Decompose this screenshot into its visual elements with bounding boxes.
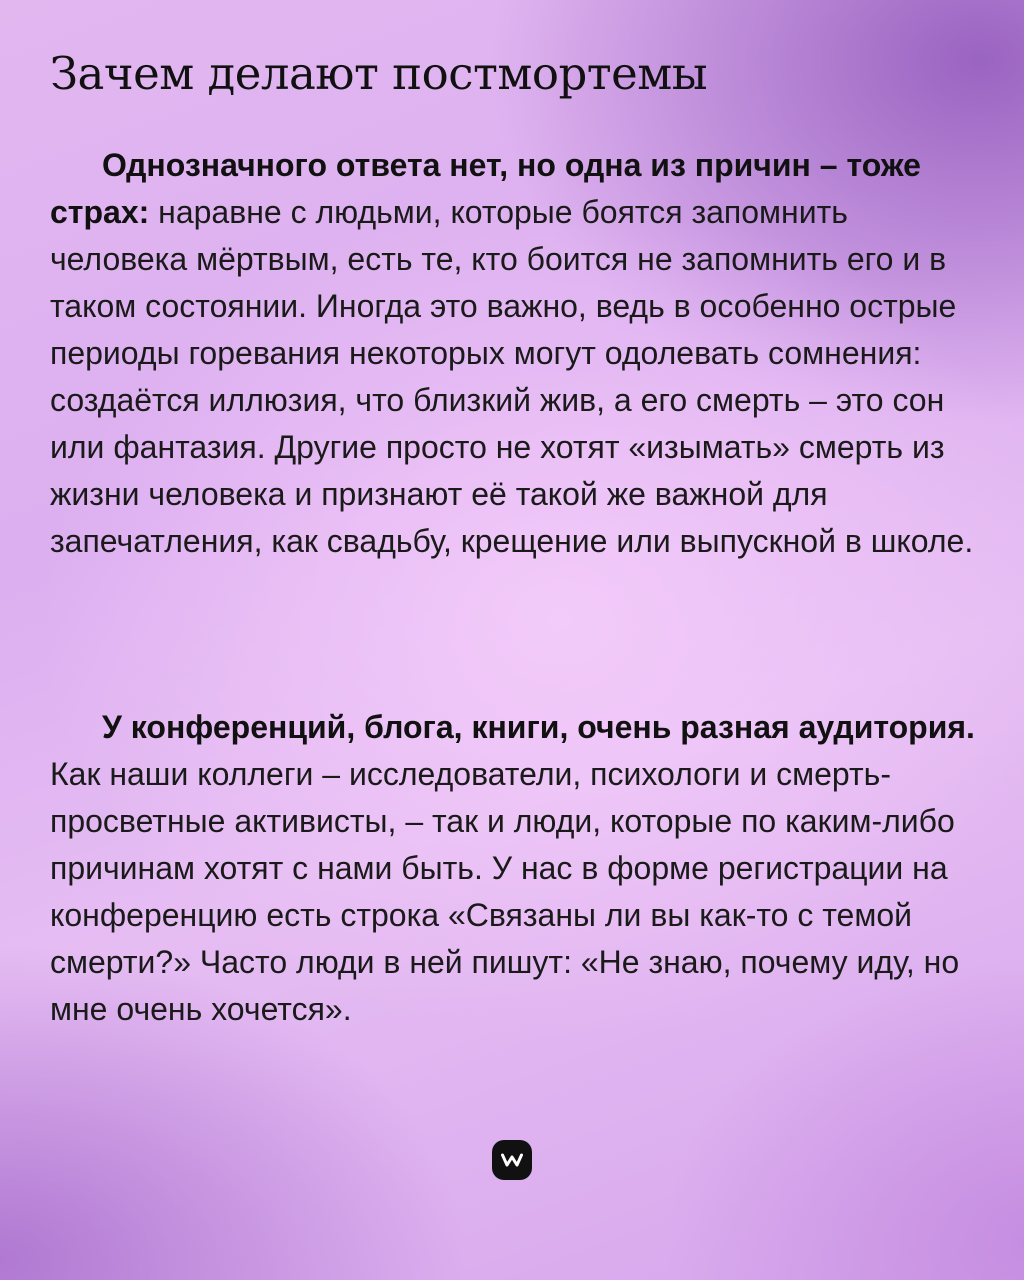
paragraph-2 [50, 704, 990, 1033]
w-logo-icon [492, 1140, 532, 1180]
w-logo-glyph [501, 1153, 523, 1167]
paragraph-1-body: наравне с людьми, которые боятся запомнить человека мёртвым, есть те, кто боится не запомнить его и в таком состоянии. Иногда это важно, ведь в особенно острые периоды горевания некоторых могут одолевать сомнения: создаётся иллюзия, что близкий жив, а его смерть – это сон или фантазия. Другие просто не хотят «изымать» смерть из жизни человека и признают её такой же важной для запечатления, как свадьбу, крещение или выпускной в школе. [50, 194, 974, 559]
paragraph-2-lead: У конференций, блога, книги, очень разная аудитория. [102, 709, 975, 745]
page-title: Зачем делают постмортемы [50, 47, 708, 100]
paragraph-1 [50, 142, 990, 565]
paragraph-2-body: Как наши коллеги – исследователи, психологи и смерть-просветные активисты, – так и люди, которые по каким-либо причинам хотят с нами быть. У нас в форме регистрации на конференцию есть строка «Связаны ли вы как-то с темой смерти?» Часто люди в ней пишут: «Не знаю, почему иду, но мне очень хочется». [50, 756, 960, 1027]
paragraph-1-lead: Однозначного ответа нет, но одна из причин – тоже страх: [50, 147, 921, 230]
